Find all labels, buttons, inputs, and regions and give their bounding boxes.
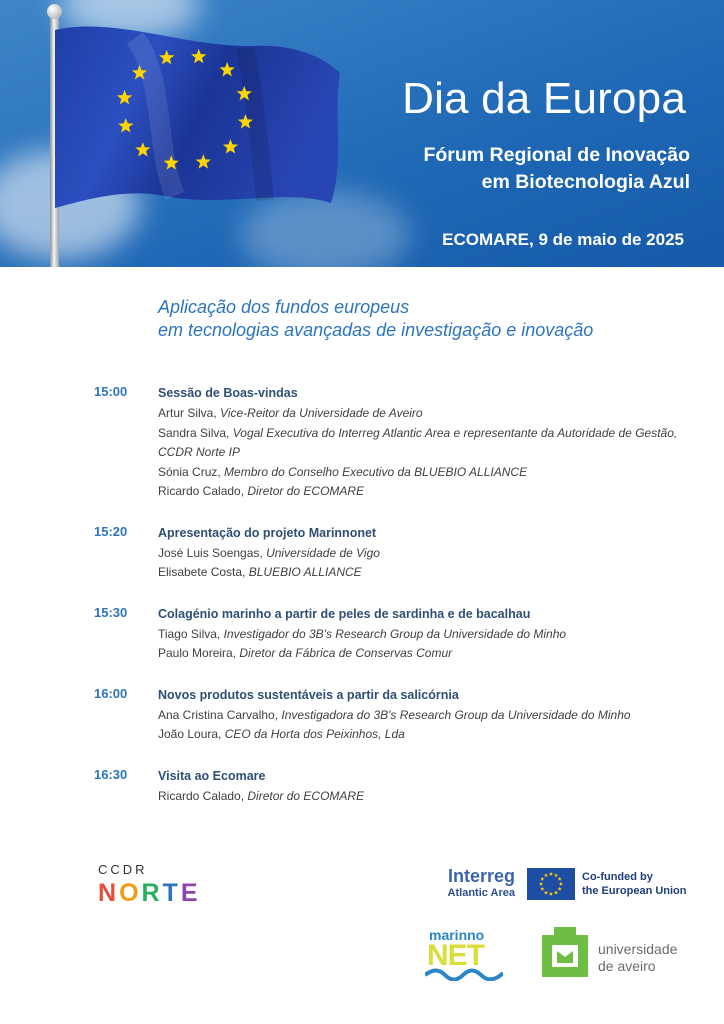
ccdr-logo-big-text [98,879,201,908]
speaker: José Luis Soengas, Universidade de Vigo [158,545,380,560]
session-body [158,384,678,502]
speaker-role: Diretor do ECOMARE [247,484,365,498]
session-body [158,605,678,664]
ccdr-logo-letter: O [119,879,142,907]
session-title: Novos produtos sustentáveis a partir da salicórnia [158,687,459,702]
interreg-logo [423,866,515,900]
programme-theme-line: em tecnologias avançadas de investigação e inovação [158,320,594,340]
programme-list [0,384,724,828]
speaker: Ricardo Calado, Diretor do ECOMARE [158,788,365,803]
speaker-name: José Luis Soengas [158,545,260,560]
ccdr-logo-letter: T [162,879,181,907]
interreg-logo-name: Interreg [447,866,515,886]
flag-pole-finial [47,4,62,19]
wave-icon [425,967,503,981]
speaker: Elisabete Costa, BLUEBIO ALLIANCE [158,565,362,579]
ccdr-norte-logo [98,862,201,908]
programme-session [0,767,724,807]
speaker-name: Artur Silva [158,406,214,420]
university-name-line: de aveiro [598,958,656,974]
speaker-role: Investigador do 3B's Research Group da Universidade do Minho [223,626,567,641]
eu-flag-image [55,18,355,218]
page-title: Dia da Europa [402,74,686,123]
session-title: Visita ao Ecomare [158,768,266,783]
session-body [158,686,678,745]
session-title: Sessão de Boas-vindas [158,386,298,400]
speaker-name: Ricardo Calado [158,788,241,803]
eu-cofunded-line: Co-funded by [582,871,653,883]
speaker-name: Sandra Silva [158,425,227,440]
event-date: ECOMARE, 9 de maio de 2025 [442,230,684,249]
speaker: Ricardo Calado, Diretor do ECOMARE [158,484,365,498]
speaker-role: Diretor da Fábrica de Conservas Comur [239,646,453,660]
speaker-role: Membro do Conselho Executivo da BLUEBIO ALLIANCE [224,464,528,479]
programme-session [0,605,724,664]
speaker: João Loura, CEO da Horta dos Peixinhos, Lda [158,727,405,741]
session-time: 16:30 [94,766,128,782]
speaker-role: Diretor do ECOMARE [247,788,365,803]
programme-theme-line: Aplicação dos fundos europeus [158,297,410,317]
session-time: 15:00 [94,384,128,399]
session-body [158,524,678,583]
speaker-name: Ricardo Calado [158,484,241,498]
speaker-name: Sónia Cruz [158,464,218,479]
speaker: Ana Cristina Carvalho, Investigadora do 3B's Research Group da Universidade do Minho [158,707,631,722]
speaker-name: Paulo Moreira [158,646,233,660]
speaker-role: BLUEBIO ALLIANCE [248,565,362,579]
speaker-name: Elisabete Costa [158,565,243,579]
speaker: Tiago Silva, Investigador do 3B's Research Group da Universidade do Minho [158,626,567,641]
eu-cofunded-text [582,870,687,898]
session-title: Apresentação do projeto Marinnonet [158,525,377,540]
event-subtitle-line: em Biotecnologia Azul [481,171,690,193]
event-subtitle [423,142,690,196]
header-banner [0,0,724,267]
ccdr-logo-letter: N [98,879,120,907]
speaker-role: Universidade de Vigo [266,545,380,560]
programme-session [0,686,724,745]
speaker-role: Vogal Executiva do Interreg Atlantic Area e representante da Autoridade de Gestão, CCDR Norte IP [158,425,678,459]
session-title: Colagénio marinho a partir de peles de sardinha e de bacalhau [158,606,531,621]
ccdr-logo-letter: R [141,879,163,907]
eu-emblem-icon [527,868,575,900]
marinnonet-logo [425,927,505,983]
speaker-role: Vice-Reitor da Universidade de Aveiro [220,406,423,420]
event-subtitle-line: Fórum Regional de Inovação [423,144,690,166]
ccdr-logo-letter: E [180,879,201,907]
session-time: 15:30 [94,604,128,620]
interreg-logo-area: Atlantic Area [447,887,515,899]
speaker-name: Tiago Silva [158,626,217,641]
speaker: Sandra Silva, Vogal Executiva do Interreg Atlantic Area e representante da Autoridade de Gestão, CCDR Norte IP [158,425,678,459]
speaker: Paulo Moreira, Diretor da Fábrica de Conservas Comur [158,646,453,660]
programme-theme [158,296,593,342]
programme-session [0,524,724,583]
speaker-role: Investigadora do 3B's Research Group da Universidade do Minho [281,707,631,722]
university-name-line: universidade [598,941,678,957]
session-time: 15:20 [94,523,128,539]
speaker-role: CEO da Horta dos Peixinhos, Lda [224,727,405,741]
marinnonet-logo-top: marinno [429,927,485,943]
eu-cofunded-line: the European Union [582,885,687,897]
university-name [598,941,677,975]
ccdr-logo-small-text: CCDR [98,862,148,877]
speaker: Artur Silva, Vice-Reitor da Universidade de Aveiro [158,406,423,420]
speaker-name: João Loura [158,727,219,741]
programme-session [0,384,724,502]
marinnonet-logo-net: NET [427,939,484,972]
session-body [158,767,678,807]
university-emblem-icon [540,925,590,979]
session-time: 16:00 [94,685,128,701]
speaker: Sónia Cruz, Membro do Conselho Executivo da BLUEBIO ALLIANCE [158,464,528,479]
speaker-name: Ana Cristina Carvalho [158,707,275,722]
